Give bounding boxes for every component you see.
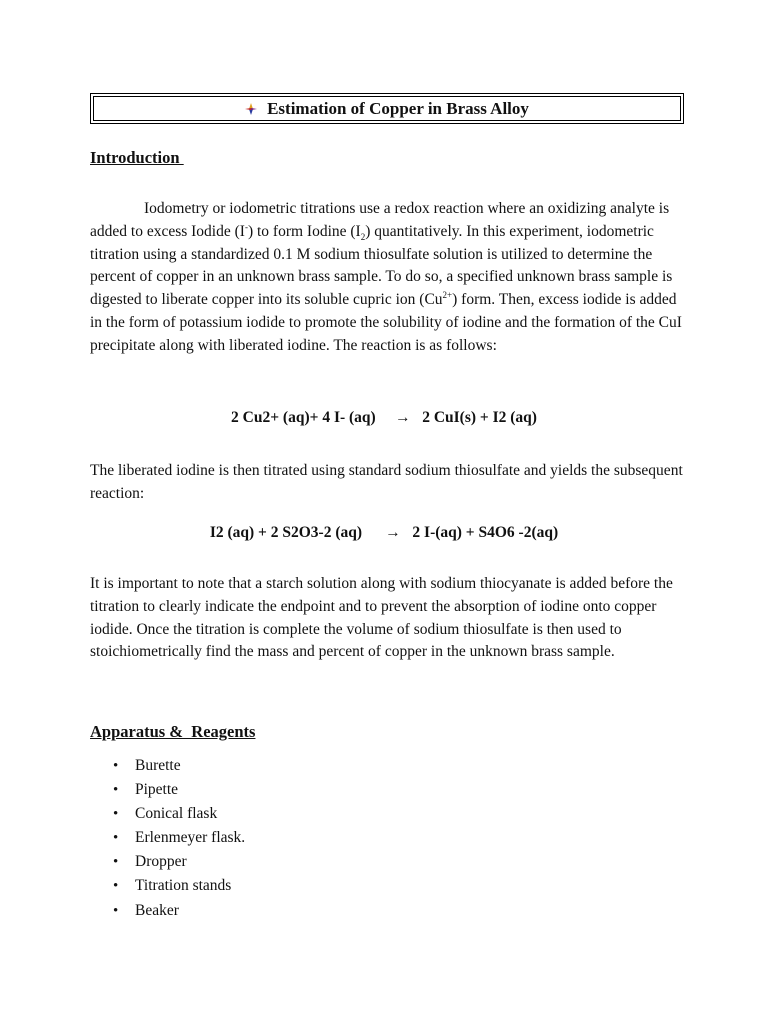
page-title bbox=[93, 96, 681, 121]
title-box bbox=[90, 93, 684, 124]
diamond-bullet-icon bbox=[245, 100, 257, 120]
list-item: • Titration stands bbox=[90, 874, 245, 898]
apparatus-heading: Apparatus & Reagents bbox=[90, 722, 256, 741]
reaction-arrow-icon: → bbox=[385, 524, 401, 541]
list-item: • Beaker bbox=[90, 899, 245, 923]
list-item: • Burette bbox=[90, 754, 245, 778]
reaction-equation-2: I2 (aq) + 2 S2O3-2 (aq) → 2 I-(aq) + S4O6 -2(aq) bbox=[209, 524, 559, 541]
liberated-iodine-paragraph: The liberated iodine is then titrated using standard sodium thiosulfate and yields the subsequent reaction: bbox=[90, 462, 683, 502]
apparatus-list bbox=[90, 754, 245, 923]
list-item: • Dropper bbox=[90, 850, 245, 874]
introduction-heading: Introduction bbox=[90, 148, 184, 167]
starch-note-paragraph: It is important to note that a starch solution along with sodium thiocyanate is added before the titration to clearly indicate the endpoint and to prevent the absorption of iodine onto copper iodide. Once the titration is complete the volume of sodium thiosulfate is then used to stoichiometrically find the mass and percent of copper in the unknown brass sample. bbox=[90, 575, 673, 661]
list-item: • Pipette bbox=[90, 778, 245, 802]
page-title-text: Estimation of Copper in Brass Alloy bbox=[267, 98, 529, 118]
intro-paragraph: Iodometry or iodometric titrations use a redox reaction where an oxidizing analyte is added to excess Iodide (I-) to form Iodine $(I_2)$ quantitatively. In this experiment, iodometric titration using a standardized 0.1 M sodium thiosulfate solution is utilized to determine the percent of copper in an unknown brass sample. To do so, a specified unknown brass sample is digested to liberate copper into its soluble cupric ion $(Cu^{2+})$ form. Then, excess iodide is added in the form of potassium iodide to promote the solubility of iodine and the formation of the CuI precipitate along with liberated iodine. The reaction is as follows: bbox=[90, 200, 682, 354]
reaction-equation-1: 2 Cu2+ (aq)+ 4 I- (aq) → 2 CuI(s) + I2 (aq) bbox=[231, 409, 537, 426]
list-item: • Conical flask bbox=[90, 802, 245, 826]
reaction-arrow-icon: → bbox=[395, 409, 411, 426]
list-item: • Erlenmeyer flask. bbox=[90, 826, 245, 850]
